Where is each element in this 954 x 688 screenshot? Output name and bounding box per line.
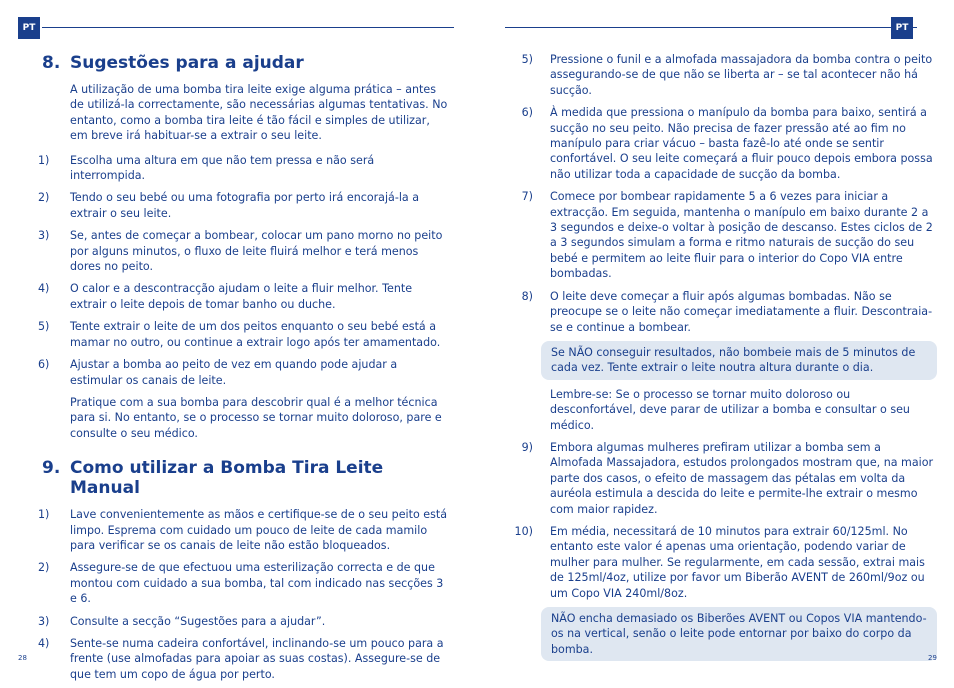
item-text: Lave convenientemente as mãos e certifique-se de o seu peito está limpo. Esprema com cuidado um pouco de leite de cada mamilo para verificar se os canais de leite não estão bloqueados. — [70, 508, 448, 552]
list-item — [38, 319, 448, 350]
item-text: Tendo o seu bebé ou uma fotografia por perto irá encorajá-la a extrair o seu leite. — [70, 191, 420, 220]
section-9-title: Como utilizar a Bomba Tira Leite Manual — [70, 458, 384, 499]
item-text: Em média, necessitará de 10 minutos para extrair 60/125ml. No entanto este valor é apenas uma orientação, podendo variar de mulher para mulher. Se regularmente, em cada sessão, extrai mais de 125ml/4oz, utilize por favor um Biberão AVENT de 260ml/9oz ou um Copo VIA 240ml/8oz. — [550, 524, 925, 600]
item-number: 8) — [521, 289, 533, 303]
note-text: NÃO encha demasiado os Biberões AVENT ou Copos VIA mantendo-os na vertical, senão o leite pode entornar por baixo do corpo da bomba. — [551, 612, 927, 656]
item-number: 10) — [514, 524, 533, 538]
section-9-number: 9. — [42, 458, 61, 479]
item-number: 5) — [521, 53, 533, 66]
list-item — [38, 636, 448, 682]
right-page — [477, 0, 954, 688]
item-number: 4) — [38, 636, 50, 650]
item-text: Pressione o funil e a almofada massajadora da bomba contra o peito assegurando-se de que não se liberta ar – se tal acontecer não há sucção. — [550, 53, 933, 97]
list-item — [509, 440, 937, 517]
list-item — [38, 190, 448, 221]
item-number: 7) — [521, 190, 533, 204]
item-text: Escolha uma altura em que não tem pressa e não será interrompida. — [70, 153, 375, 183]
section-8-intro: A utilização de uma bomba tira leite exige alguma prática – antes de utilizá-la correctamente, são necessárias algumas tentativas. No entanto, como a bomba tira leite é tão fácil e simples de utilizar, em breve irá habituar-se a extrair o seu leite. — [70, 83, 448, 143]
item-number: 6) — [38, 358, 50, 372]
page-number: 29 — [928, 654, 937, 662]
item-text: Tente extrair o leite de um dos peitos enquanto o seu bebé está a mamar no outro, ou continue a extrair logo após ter amamentado. — [70, 320, 441, 349]
item-text: Embora algumas mulheres prefiram utilizar a bomba sem a Almofada Massajadora, estudos prolongados mostram que, na maior parte dos casos, o efeito de massagem das pétalas em volta da auréola estimula a descida do leite e permite-lhe extrair o mesmo com maior rapidez. — [550, 440, 934, 516]
page-number: 28 — [18, 654, 27, 662]
item-text: Sente-se numa cadeira confortável, inclinando-se um pouco para a frente (use almofadas para apoiar as suas costas). Assegure-se de que tem um copo de água por perto. — [70, 636, 444, 681]
section-8-closing: Pratique com a sua bomba para descobrir qual é a melhor técnica para si. No entanto, se o processo se tornar muito doloroso, pare e consulte o seu médico. — [70, 395, 442, 440]
item-number: 4) — [38, 282, 50, 296]
item-number: 6) — [521, 106, 533, 120]
list-item — [38, 507, 448, 553]
item-number: 5) — [38, 320, 50, 334]
item-text: O leite deve começar a fluir após algumas bombadas. Não se preocupe se o leite não começar imediatamente a fluir. Descontraia-se e continue a bombear. — [550, 289, 933, 334]
item-text: O calor e a descontracção ajudam o leite a fluir melhor. Tente extrair o leite depois de tomar banho ou duche. — [70, 282, 413, 311]
note-box — [541, 607, 937, 661]
item-number: 1) — [38, 153, 50, 167]
language-tag: PT — [18, 17, 40, 39]
item-number: 3) — [38, 229, 50, 243]
list-item — [509, 105, 937, 182]
item-number: 3) — [38, 614, 50, 628]
item-text: Assegure-se de que efectuou uma esterilização correcta e de que montou com cuidado a sua bomba, tal com indicado nas secções 3 e 6. — [70, 561, 444, 606]
item-number: 2) — [38, 561, 50, 575]
item-text: Consulte a secção “Sugestões para a ajudar”. — [70, 614, 326, 628]
item-number: 9) — [521, 440, 533, 454]
list-item — [509, 289, 937, 335]
item-text: Ajustar a bomba ao peito de vez em quando pode ajudar a estimular os canais de leite. — [70, 358, 398, 387]
item-number: 2) — [38, 191, 50, 205]
list-item — [38, 560, 448, 606]
list-item — [38, 281, 448, 312]
list-item — [509, 189, 937, 281]
section-8-title: Sugestões para a ajudar — [70, 53, 304, 73]
note-box — [541, 341, 937, 380]
left-content — [38, 53, 448, 682]
list-item — [509, 524, 937, 601]
header-rule — [42, 27, 454, 28]
list-item — [38, 153, 448, 184]
note-text: Se NÃO conseguir resultados, não bombeie mais de 5 minutos de cada vez. Tente extrair o leite noutra altura durante o dia. — [551, 345, 916, 375]
list-item — [38, 614, 448, 629]
language-tag: PT — [891, 17, 913, 39]
reminder-text: Lembre-se: Se o processo se tornar muito doloroso ou desconfortável, deve parar de utilizar a bomba e consultar o seu médico. — [550, 387, 910, 432]
item-text: Comece por bombear rapidamente 5 a 6 vezes para iniciar a extracção. Em seguida, mantenha o manípulo em baixo durante 2 a 3 segundos e deixe-o voltar à posição de descanso. Estes ciclos de 2 a 3 segundos simulam a forma e ritmo naturais de sucção do seu bebé e permitem ao leite fluir para o interior do Copo VIA entre bombadas. — [550, 190, 933, 281]
item-text: Se, antes de começar a bombear, colocar um pano morno no peito por alguns minutos, o fluxo de leite fluirá melhor e terá menos dores no peito. — [70, 229, 443, 274]
item-text: À medida que pressiona o manípulo da bomba para baixo, sentirá a sucção no seu peito. Não precisa de fazer pressão até ao fim no manípulo para criar vácuo – basta fazê-lo até onde se sentir confortável. O seu leite começará a fluir pouco depois embora possa não utilizar toda a capacidade de sucção da bomba. — [550, 106, 933, 181]
section-8-heading — [38, 53, 448, 73]
list-item — [38, 228, 448, 274]
section-9-heading — [38, 458, 448, 498]
section-8-number: 8. — [42, 53, 61, 73]
list-item — [38, 357, 448, 388]
header-rule — [505, 27, 917, 28]
list-item — [509, 52, 937, 98]
item-number: 1) — [38, 508, 50, 522]
right-content — [509, 52, 937, 661]
